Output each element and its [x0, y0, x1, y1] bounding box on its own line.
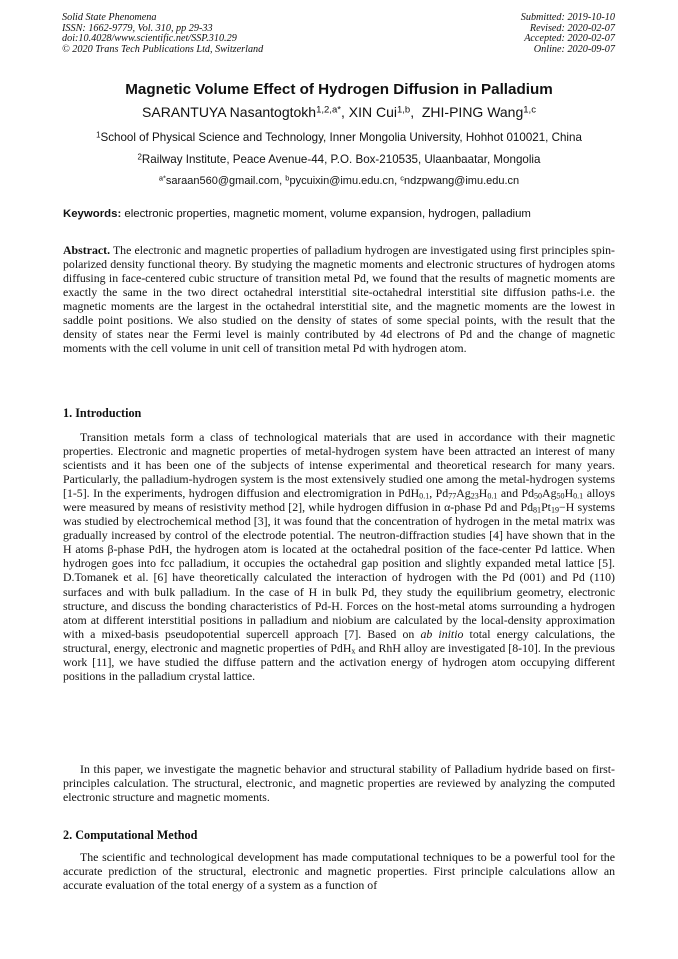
keywords-text: electronic properties, magnetic moment, volume expansion, hydrogen, palladium: [124, 208, 531, 220]
subscript: 19: [550, 505, 560, 515]
text-run: Ag: [542, 486, 557, 501]
introduction-paragraph-1: [63, 430, 615, 683]
subscript: 50: [556, 491, 565, 501]
affiliation-text: School of Physical Science and Technology, Inner Mongolia University, Hohhot 010021, China: [100, 131, 582, 144]
text-run: Pt: [541, 500, 551, 515]
journal-header-left: [62, 13, 263, 55]
abstract-text: The electronic and magnetic properties of palladium hydrogen are investigated using first principles spin-polarized density functional theory. By studying the magnetic moments and electronic structures of hydrogen atoms diffusing in face-centered cubic structure of transition metal Pd, we found that the results of magnetic moments are exactly the same in the two direct octahedral interstitial site-octahedral interstitial site diffusion paths-i.e. the magnetic moments are the largest in the octahedral interstitial site, and the magnetic moments are the lowest in saddle point positions. We also studied on the density of states of some special points, with the result that the density of states near the Fermi level is mainly contributed by 4d electrons of Pd and the change of magnetic moments with the cell volume in unit cell of transition metal Pd with hydrogen atom.: [63, 243, 615, 356]
subscript: 0.1: [419, 491, 430, 501]
email-mark: b: [285, 173, 290, 183]
author-affiliation-mark: 1,b: [396, 104, 411, 116]
email-list: $^{a*}$saraan560@gmail.com, $^b$pycuixin@imu.edu.cn, $^c$ndzpwang@imu.edu.cn: [158, 173, 520, 187]
subscript: 50: [534, 491, 543, 501]
email-address[interactable]: ndzpwang@imu.edu.cn: [404, 175, 520, 187]
abstract: [63, 243, 615, 355]
paper-title: Magnetic Volume Effect of Hydrogen Diffusion in Palladium: [125, 81, 553, 98]
text-run: −H systems was studied by electrochemical method [3], it was found that the concentration of hydrogen in the metal matrix was gradually increased by control of the electrode potential. The neutron-diffraction studies [4] have shown that in the H atoms β-phase PdH, the hydrogen atom is located at the octahedral position of the face-center Pd lattice. When hydrogen goes into fcc palladium, it occupies the octahedral gap position and slightly expanded metal lattice [5]. D.Tomanek et al. [6] have theoretically calculated the interaction of hydrogen with the Pd (001) and Pd (110) surfaces and with bulk palladium. In the case of H in bulk Pd, they study the equilibrium geometry, electronic structure, and discuss the bonding characteristics of Pd-H. Forces on the host-metal atoms surrounding a hydrogen atom at different interstitial positions in palladium and niobium are calculated by the local-density approximation with a mixed-basis pseudopotential supercell approach [7]. Based on: [63, 500, 615, 641]
author-name: XIN Cui: [348, 104, 397, 120]
author-name: SARANTUYA Nasantogtokh: [142, 104, 317, 120]
accepted-date: Accepted: 2020-02-07: [524, 33, 615, 45]
section-heading-computational-method: 2. Computational Method: [63, 828, 198, 842]
affiliation-text: Railway Institute, Peace Avenue-44, P.O. Box-210535, Ulaanbaatar, Mongolia: [141, 153, 541, 166]
online-date: Online: 2020-09-07: [533, 43, 615, 55]
email-address[interactable]: saraan560@gmail.com: [165, 175, 280, 187]
author-list: SARANTUYA Nasantogtokh$^{1,2,a*}$, XIN Cui$^{1,b}$, ZHI-PING Wang$^{1,c}$: [142, 104, 536, 120]
text-run: Transition metals form a class of technological materials that are used in accordance with their magnetic properties. Electronic and magnetic properties of metal-hydrogen system have been attracted an interest of many scientists and it has been one of the subjects of intense experimental and theoretical research for many years. Particularly, the palladium-hydrogen system is the most extensively studied one among the metal-hydrogen systems [1-5]. In the experiments, hydrogen diffusion and electromigration in PdH: [63, 430, 615, 501]
author-affiliation-mark: 1,2,a*: [316, 104, 341, 116]
text-run: and RhH alloy are investigated [8-10]. In the previous work [11], we have studied the diffuse pattern and the activation energy of hydrogen atom occupying different positions in the palladium crystal lattice.: [63, 640, 615, 683]
keywords: [63, 208, 617, 220]
journal-name: Solid State Phenomena: [62, 12, 157, 23]
subscript: 0.1: [487, 491, 498, 501]
subscript: 81: [533, 505, 542, 515]
subscript: 77: [448, 491, 457, 501]
subscript: x: [351, 646, 356, 656]
revised-date: Revised: 2020-02-07: [529, 22, 615, 34]
affiliation-mark: 1: [96, 130, 101, 140]
author-affiliation-mark: 1,c: [523, 104, 536, 116]
email-mark: a*: [158, 173, 166, 183]
author-name: ZHI-PING Wang: [421, 104, 524, 120]
keywords-label: Keywords:: [63, 208, 122, 220]
method-paragraph-1: The scientific and technological development has made computational techniques to be a powerful tool for the accurate prediction of the structural, electronic and magnetic properties. First principle calculations allow an accurate evaluation of the total energy of a system as a function of: [63, 850, 615, 893]
copyright-line: © 2020 Trans Tech Publications Ltd, Switzerland: [62, 43, 264, 55]
email-mark: c: [400, 173, 405, 183]
subscript: 0.1: [573, 491, 584, 501]
doi-line: doi:10.4028/www.scientific.net/SSP.310.29: [62, 33, 237, 45]
affiliation-1: [0, 131, 678, 144]
introduction-paragraph-2: In this paper, we investigate the magnetic behavior and structural stability of Palladium hydride based on first- principles calculation. The structural, electronic, and magnetic properties are reviewed by analyzing the computed electronic structure and magnetic moments.: [63, 762, 615, 805]
text-run: , Pd: [429, 486, 449, 501]
text-run: H: [564, 486, 574, 501]
affiliation-2: [0, 153, 678, 166]
text-run: and Pd: [497, 486, 534, 501]
subscript: 23: [470, 491, 479, 501]
text-run: H: [478, 486, 488, 501]
abstract-label: Abstract.: [63, 243, 111, 257]
email-address[interactable]: pycuixin@imu.edu.cn: [289, 175, 395, 187]
text-run: total energy calculations, the structural, energy, electronic and magnetic properties of PdH: [63, 626, 615, 655]
issn-line: ISSN: 1662-9779, Vol. 310, pp 29-33: [62, 22, 213, 34]
journal-header-right: [521, 13, 615, 55]
submitted-date: Submitted: 2019-10-10: [520, 12, 615, 23]
italic-term: ab initio: [420, 626, 464, 641]
affiliation-mark: 2: [137, 152, 142, 162]
text-run: alloys were measured by means of resistivity method [2], while hydrogen diffusion in α-phase Pd and Pd: [63, 486, 615, 515]
section-heading-introduction: 1. Introduction: [63, 406, 142, 420]
text-run: Ag: [456, 486, 471, 501]
